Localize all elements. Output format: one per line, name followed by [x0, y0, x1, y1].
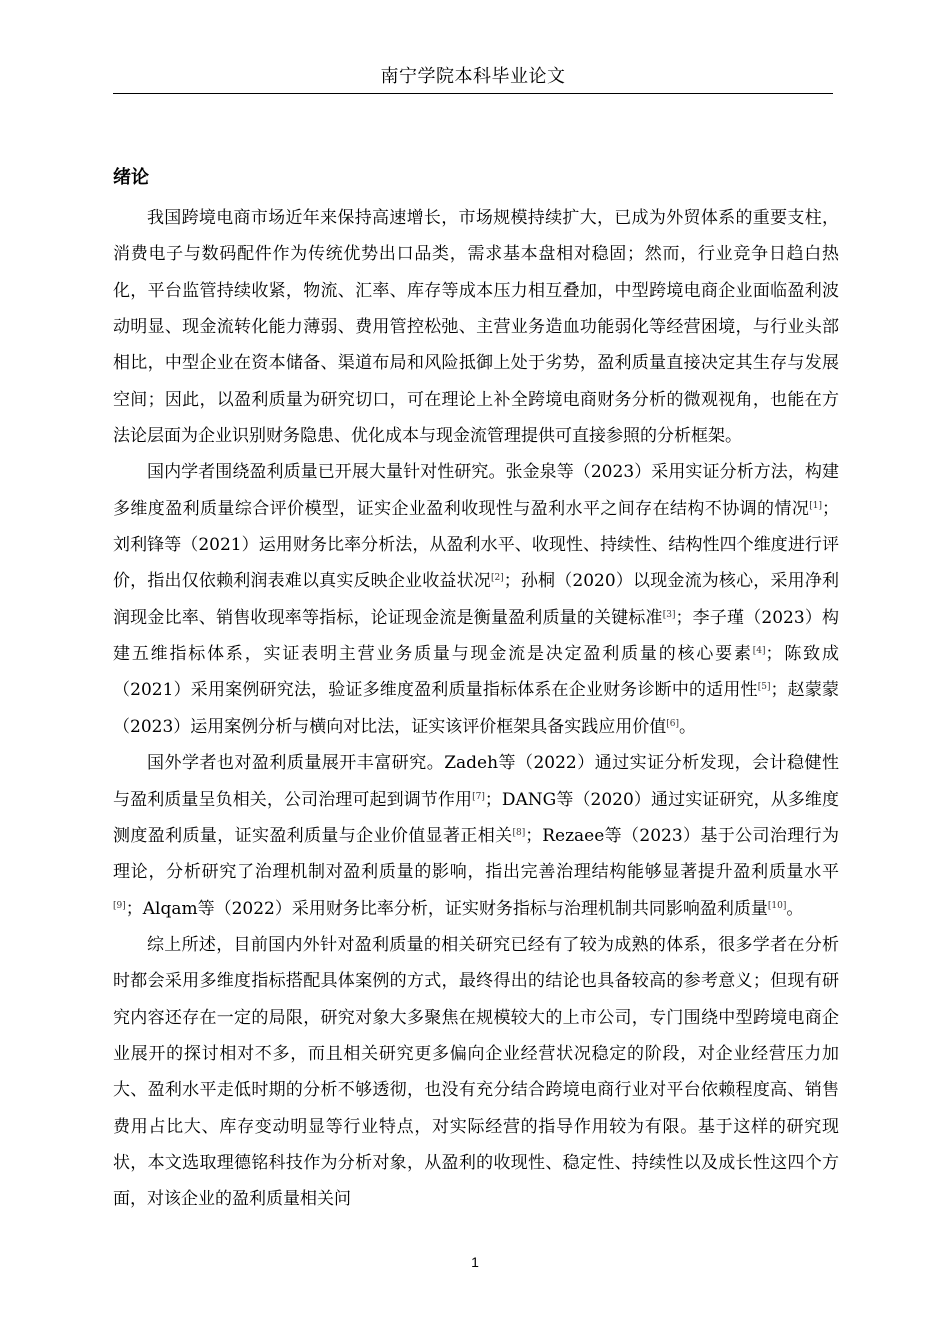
citation-ref: [5] — [757, 682, 771, 693]
paragraph — [113, 200, 839, 454]
citation-ref: [3] — [662, 609, 676, 620]
paragraph — [113, 927, 839, 1218]
citation-ref: [4] — [752, 646, 766, 657]
paragraph-text: 综上所述，目前国内外针对盈利质量的相关研究已经有了较为成熟的体系，很多学者在分析时都会采用多维度指标搭配具体案例的方式，最终得出的结论也具备较高的参考意义；但现有研究内容还存在一定的局限，研究对象大多聚焦在规模较大的上市公司，专门围绕中型跨境电商企业展开的探讨相对不多，而且相关研究更多偏向企业经营状况稳定的阶段，对企业经营压力加大、盈利水平走低时期的分析不够透彻，也没有充分结合跨境电商行业对平台依赖程度高、销售费用占比大、库存变动明显等行业特点，对实际经营的指导作用较为有限。基于这样的研究现状，本文选取理德铭科技作为分析对象，从盈利的收现性、稳定性、持续性以及成长性这四个方面，对该企业的盈利质量相关问 — [113, 934, 839, 1210]
paragraph-text: ；DANG等（2020）通过实证研究，从多维度测度盈利质量，证实盈利质量与企业价值显著正相关 — [113, 789, 840, 846]
paragraph-text: ；陈致成（2021）采用案例研究法，验证多维度盈利质量指标体系在企业财务诊断中的适用性 — [113, 644, 839, 701]
body-text — [113, 200, 839, 1218]
paragraph-text: ；刘利锋等（2021）运用财务比率分析法，从盈利水平、收现性、持续性、结构性四个维度进行评价，指出仅依赖利润表难以真实反映企业收益状况 — [113, 498, 839, 592]
header-rule — [113, 93, 833, 94]
citation-ref: [7] — [472, 791, 485, 802]
paragraph-text: 。 — [679, 716, 697, 737]
paragraph — [113, 745, 839, 927]
running-header: 南宁学院本科毕业论文 — [380, 66, 566, 87]
citation-ref: [9] — [113, 900, 126, 911]
paragraph-text: ；赵蒙蒙（2023）运用案例分析与横向对比法，证实该评价框架具备实践应用价值 — [113, 680, 840, 737]
page-number: 1 — [471, 1254, 479, 1270]
citation-ref: [10] — [767, 900, 787, 911]
paragraph-text: ；Rezaee等（2023）基于公司治理行为理论，分析研究了治理机制对盈利质量的影响，指出完善治理结构能够显著提升盈利质量水平 — [113, 825, 839, 883]
paragraph-text: ；孙桐（2020）以现金流为核心，采用净利润现金比率、销售收现率等指标，论证现金流是衡量盈利质量的关键标准 — [113, 571, 840, 628]
paragraph-text: ；Alqam等（2022）采用财务比率分析，证实财务指标与治理机制共同影响盈利质量 — [125, 898, 768, 919]
paragraph-text: 我国跨境电商市场近年来保持高速增长，市场规模持续扩大，已成为外贸体系的重要支柱，消费电子与数码配件作为传统优势出口品类，需求基本盘相对稳固；然而，行业竞争日趋白热化，平台监管持续收紧，物流、汇率、库存等成本压力相互叠加，中型跨境电商企业面临盈利波动明显、现金流转化能力薄弱、费用管控松弛、主营业务造血功能弱化等经营困境，与行业头部相比，中型企业在资本储备、渠道布局和风险抵御上处于劣势，盈利质量直接决定其生存与发展空间；因此，以盈利质量为研究切口，可在理论上补全跨境电商财务分析的微观视角，也能在方法论层面为企业识别财务隐患、优化成本与现金流管理提供可直接参照的分析框架。 — [113, 208, 839, 447]
section-heading: 绪论 — [113, 167, 149, 188]
citation-ref: [8] — [512, 827, 526, 838]
citation-ref: [1] — [809, 500, 822, 511]
paragraph-text: 。 — [786, 898, 804, 919]
paragraph — [113, 454, 839, 745]
paragraph-text: 国内学者围绕盈利质量已开展大量针对性研究。张金泉等（2023）采用实证分析方法，构建多维度盈利质量综合评价模型，证实企业盈利收现性与盈利水平之间存在结构不协调的情况 — [113, 462, 839, 519]
paragraph-text: ；李子瑾（2023）构建五维指标体系，实证表明主营业务质量与现金流是决定盈利质量的核心要素 — [113, 607, 840, 665]
citation-ref: [6] — [666, 718, 680, 729]
paragraph-text: 国外学者也对盈利质量展开丰富研究。Zadeh等（2022）通过实证分析发现，会计稳健性与盈利质量呈负相关，公司治理可起到调节作用 — [113, 753, 839, 810]
citation-ref: [2] — [490, 573, 504, 584]
